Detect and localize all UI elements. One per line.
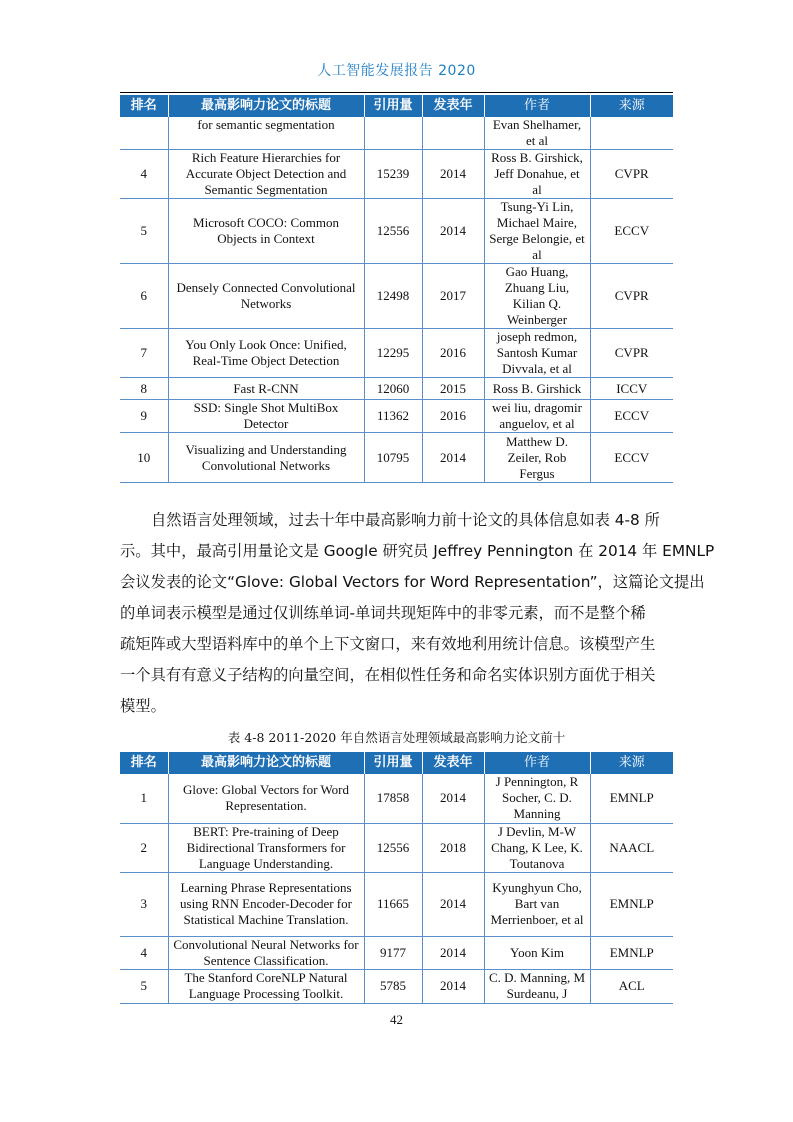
cell-authors: Tsung-Yi Lin, Michael Maire, Serge Belongie, et al bbox=[484, 199, 590, 264]
cell-source bbox=[590, 117, 673, 150]
col-header-rank: 排名 bbox=[120, 95, 168, 117]
cell-authors: joseph redmon, Santosh Kumar Divvala, et al bbox=[484, 329, 590, 378]
cell-authors: Gao Huang, Zhuang Liu, Kilian Q. Weinberger bbox=[484, 264, 590, 329]
cell-source: ICCV bbox=[590, 378, 673, 400]
table-row bbox=[120, 264, 673, 329]
table-row bbox=[120, 378, 673, 400]
col-header-authors: 作者 bbox=[484, 95, 590, 117]
cell-citations: 12556 bbox=[364, 199, 422, 264]
cell-source: ACL bbox=[590, 969, 673, 1003]
table-header-row bbox=[120, 95, 673, 117]
cell-citations: 12498 bbox=[364, 264, 422, 329]
cell-title: Visualizing and Understanding Convolutional Networks bbox=[168, 433, 364, 483]
cell-citations: 9177 bbox=[364, 936, 422, 969]
cell-title: Learning Phrase Representations using RNN Encoder-Decoder for Statistical Machine Translation. bbox=[168, 872, 364, 936]
cell-source: CVPR bbox=[590, 264, 673, 329]
cell-citations: 11362 bbox=[364, 400, 422, 433]
table-row bbox=[120, 150, 673, 199]
cell-authors: Ross B. Girshick, Jeff Donahue, et al bbox=[484, 150, 590, 199]
col-header-title: 最高影响力论文的标题 bbox=[168, 95, 364, 117]
cell-source: EMNLP bbox=[590, 936, 673, 969]
paragraph-line: 疏矩阵或大型语料库中的单个上下文窗口，来有效地利用统计信息。该模型产生 bbox=[120, 635, 656, 653]
cell-source: ECCV bbox=[590, 433, 673, 483]
col-header-year: 发表年 bbox=[422, 95, 484, 117]
cell-authors: Evan Shelhamer, et al bbox=[484, 117, 590, 150]
cell-source: ECCV bbox=[590, 199, 673, 264]
cell-title: SSD: Single Shot MultiBox Detector bbox=[168, 400, 364, 433]
cell-citations bbox=[364, 117, 422, 150]
table-row bbox=[120, 969, 673, 1003]
paragraph-line: 自然语言处理领域，过去十年中最高影响力前十论文的具体信息如表 4-8 所 bbox=[151, 511, 660, 529]
table-row bbox=[120, 117, 673, 150]
cell-rank: 7 bbox=[120, 329, 168, 378]
cell-year: 2016 bbox=[422, 329, 484, 378]
cell-year: 2017 bbox=[422, 264, 484, 329]
cell-rank: 6 bbox=[120, 264, 168, 329]
cell-citations: 15239 bbox=[364, 150, 422, 199]
cell-rank: 3 bbox=[120, 872, 168, 936]
cell-authors: Kyunghyun Cho, Bart van Merrienboer, et al bbox=[484, 872, 590, 936]
table-row bbox=[120, 936, 673, 969]
cell-title: You Only Look Once: Unified, Real-Time Object Detection bbox=[168, 329, 364, 378]
cell-title: The Stanford CoreNLP Natural Language Processing Toolkit. bbox=[168, 969, 364, 1003]
col-header-rank: 排名 bbox=[120, 752, 168, 774]
cell-title: Densely Connected Convolutional Networks bbox=[168, 264, 364, 329]
cell-citations: 10795 bbox=[364, 433, 422, 483]
col-header-citations: 引用量 bbox=[364, 95, 422, 117]
cell-rank: 2 bbox=[120, 823, 168, 872]
col-header-source: 来源 bbox=[590, 95, 673, 117]
cell-rank: 5 bbox=[120, 199, 168, 264]
cell-title: Microsoft COCO: Common Objects in Context bbox=[168, 199, 364, 264]
cell-authors: C. D. Manning, M Surdeanu, J bbox=[484, 969, 590, 1003]
table-row bbox=[120, 433, 673, 483]
col-header-title: 最高影响力论文的标题 bbox=[168, 752, 364, 774]
paragraph-line: 的单词表示模型是通过仅训练单词-单词共现矩阵中的非零元素，而不是整个稀 bbox=[120, 604, 646, 622]
cell-citations: 5785 bbox=[364, 969, 422, 1003]
cell-year: 2014 bbox=[422, 969, 484, 1003]
cell-citations: 17858 bbox=[364, 774, 422, 823]
cell-title: for semantic segmentation bbox=[168, 117, 364, 150]
running-header: 人工智能发展报告 2020 bbox=[317, 63, 476, 79]
col-header-source: 来源 bbox=[590, 752, 673, 774]
cell-rank bbox=[120, 117, 168, 150]
body-paragraph bbox=[120, 505, 715, 722]
cell-authors: Matthew D. Zeiler, Rob Fergus bbox=[484, 433, 590, 483]
paragraph-line: 会议发表的论文“Glove: Global Vectors for Word Representation”，这篇论文提出 bbox=[120, 573, 705, 591]
table-row bbox=[120, 774, 673, 823]
cell-title: BERT: Pre-training of Deep Bidirectional Transformers for Language Understanding. bbox=[168, 823, 364, 872]
cell-source: EMNLP bbox=[590, 774, 673, 823]
cell-year: 2014 bbox=[422, 936, 484, 969]
table-row bbox=[120, 199, 673, 264]
cell-source: NAACL bbox=[590, 823, 673, 872]
cell-year: 2016 bbox=[422, 400, 484, 433]
cell-source: EMNLP bbox=[590, 872, 673, 936]
cell-year: 2014 bbox=[422, 433, 484, 483]
cell-year: 2014 bbox=[422, 774, 484, 823]
table-header-row bbox=[120, 752, 673, 774]
cell-authors: J Pennington, R Socher, C. D. Manning bbox=[484, 774, 590, 823]
cell-year: 2014 bbox=[422, 872, 484, 936]
cell-year: 2018 bbox=[422, 823, 484, 872]
cell-rank: 5 bbox=[120, 969, 168, 1003]
cell-title: Fast R-CNN bbox=[168, 378, 364, 400]
table-row bbox=[120, 872, 673, 936]
cell-citations: 12556 bbox=[364, 823, 422, 872]
col-header-year: 发表年 bbox=[422, 752, 484, 774]
cell-year bbox=[422, 117, 484, 150]
table-bottom bbox=[120, 752, 673, 1004]
cell-year: 2014 bbox=[422, 150, 484, 199]
cell-rank: 10 bbox=[120, 433, 168, 483]
cell-authors: Ross B. Girshick bbox=[484, 378, 590, 400]
cell-year: 2015 bbox=[422, 378, 484, 400]
cell-title: Convolutional Neural Networks for Sentence Classification. bbox=[168, 936, 364, 969]
cell-authors: J Devlin, M-W Chang, K Lee, K. Toutanova bbox=[484, 823, 590, 872]
cell-citations: 11665 bbox=[364, 872, 422, 936]
cell-citations: 12295 bbox=[364, 329, 422, 378]
paragraph-line: 一个具有有意义子结构的向量空间，在相似性任务和命名实体识别方面优于相关 bbox=[120, 666, 656, 684]
paragraph-line: 模型。 bbox=[120, 697, 166, 715]
cell-rank: 4 bbox=[120, 150, 168, 199]
cell-authors: Yoon Kim bbox=[484, 936, 590, 969]
page-number: 42 bbox=[390, 1012, 403, 1027]
cell-year: 2014 bbox=[422, 199, 484, 264]
table-top bbox=[120, 95, 673, 483]
col-header-citations: 引用量 bbox=[364, 752, 422, 774]
cell-rank: 1 bbox=[120, 774, 168, 823]
table-row bbox=[120, 329, 673, 378]
table-row bbox=[120, 400, 673, 433]
cell-rank: 8 bbox=[120, 378, 168, 400]
cell-source: CVPR bbox=[590, 329, 673, 378]
cell-title: Rich Feature Hierarchies for Accurate Object Detection and Semantic Segmentation bbox=[168, 150, 364, 199]
cell-authors: wei liu, dragomir anguelov, et al bbox=[484, 400, 590, 433]
cell-title: Glove: Global Vectors for Word Representation. bbox=[168, 774, 364, 823]
col-header-authors: 作者 bbox=[484, 752, 590, 774]
paragraph-line: 示。其中，最高引用量论文是 Google 研究员 Jeffrey Pennington 在 2014 年 EMNLP bbox=[120, 542, 715, 560]
header-rule bbox=[120, 92, 673, 93]
cell-rank: 4 bbox=[120, 936, 168, 969]
cell-source: ECCV bbox=[590, 400, 673, 433]
table-row bbox=[120, 823, 673, 872]
cell-citations: 12060 bbox=[364, 378, 422, 400]
table-caption: 表 4-8 2011-2020 年自然语言处理领域最高影响力论文前十 bbox=[227, 730, 566, 745]
cell-source: CVPR bbox=[590, 150, 673, 199]
cell-rank: 9 bbox=[120, 400, 168, 433]
